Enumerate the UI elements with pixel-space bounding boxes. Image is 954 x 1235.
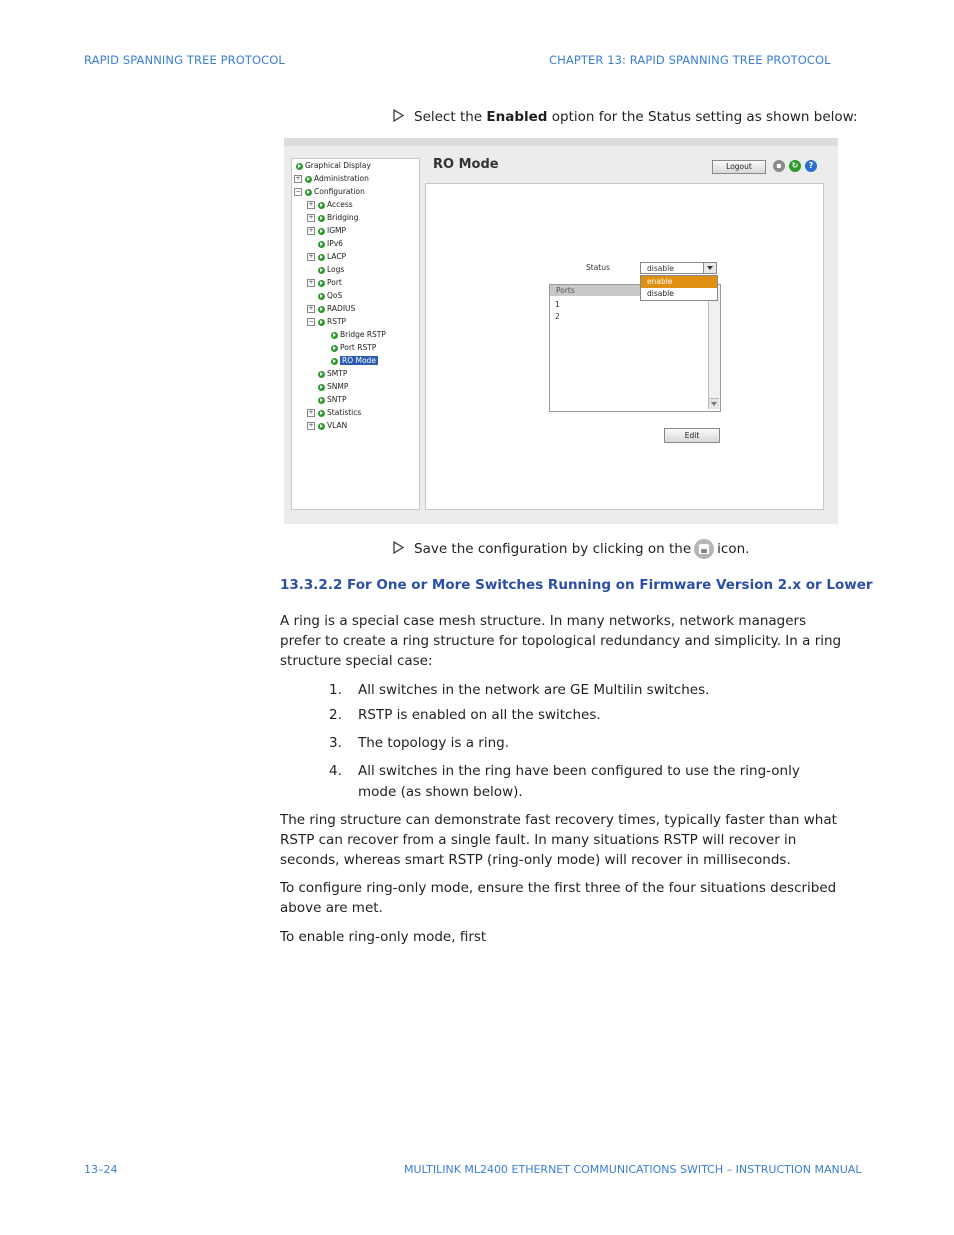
tree-item[interactable]: + Bridging — [308, 213, 359, 222]
list-text: RSTP is enabled on all the switches. — [358, 707, 601, 723]
tree-item[interactable]: SMTP — [318, 368, 347, 379]
tree-bullet-icon — [318, 215, 325, 222]
tree-bullet-icon — [318, 228, 325, 235]
tree-item[interactable]: Bridge RSTP — [331, 329, 386, 340]
expand-icon[interactable]: + — [308, 253, 314, 260]
tree-bullet-icon — [318, 254, 325, 261]
step-save-configuration — [393, 539, 749, 559]
triangle-bullet-icon — [393, 541, 404, 554]
tree-bullet-icon — [318, 410, 325, 417]
expand-icon[interactable]: + — [308, 227, 314, 234]
intro-paragraph: A ring is a special case mesh structure. In many networks, network managers prefer to create a ring structure for topological redundancy and simplicity. In a ring structure special case: — [280, 613, 842, 669]
status-select[interactable] — [640, 262, 717, 274]
tree-item[interactable]: − Configuration — [295, 187, 365, 196]
list-text: The topology is a ring. — [358, 735, 509, 751]
tree-bullet-icon — [318, 423, 325, 430]
section-heading: 13.3.2.2 For One or More Switches Running on Firmware Version 2.x or Lower — [280, 577, 873, 593]
expand-icon[interactable]: + — [308, 279, 314, 286]
list-number: 2. — [329, 707, 342, 723]
tree-item[interactable]: Logs — [318, 264, 344, 275]
step-select-enabled — [393, 109, 858, 125]
running-header-left: RAPID SPANNING TREE PROTOCOL — [84, 53, 285, 67]
page-number: 13–24 — [84, 1163, 118, 1176]
ports-scrollbar[interactable] — [708, 285, 720, 409]
tree-item[interactable]: + Administration — [295, 174, 369, 183]
step1-bold: Enabled — [486, 109, 548, 125]
ro-mode-screenshot — [284, 138, 838, 524]
expand-icon[interactable]: + — [308, 305, 314, 312]
list-number: 3. — [329, 735, 342, 751]
ro-mode-title: RO Mode — [433, 157, 499, 172]
collapse-icon[interactable]: − — [295, 188, 301, 195]
tree-bullet-icon — [305, 189, 312, 196]
tree-item[interactable]: + Access — [308, 200, 353, 209]
tree-bullet-icon — [305, 176, 312, 183]
list-number: 4. — [329, 763, 342, 779]
tree-bullet-icon — [318, 319, 325, 326]
tree-bullet-icon — [318, 306, 325, 313]
expand-icon[interactable]: + — [308, 201, 314, 208]
tree-item[interactable]: + Statistics — [308, 408, 362, 417]
tree-item-selected[interactable]: RO Mode — [331, 355, 378, 366]
manual-title-footer: MULTILINK ML2400 ETHERNET COMMUNICATIONS SWITCH – INSTRUCTION MANUAL — [404, 1163, 862, 1176]
tree-item[interactable]: Graphical Display — [296, 160, 371, 171]
collapse-icon[interactable]: − — [308, 318, 314, 325]
tree-item[interactable]: SNTP — [318, 394, 346, 405]
tree-bullet-icon — [296, 163, 303, 170]
refresh-icon[interactable]: ↻ — [789, 160, 801, 172]
tree-bullet-icon — [331, 345, 338, 352]
expand-icon[interactable]: + — [308, 422, 314, 429]
edit-button[interactable]: Edit — [664, 428, 720, 443]
step1-text-before: Select the — [414, 109, 487, 125]
tree-item[interactable]: − RSTP — [308, 317, 347, 326]
status-select-value: disable — [647, 264, 674, 273]
running-header-right: CHAPTER 13: RAPID SPANNING TREE PROTOCOL — [549, 53, 831, 67]
expand-icon[interactable]: + — [308, 409, 314, 416]
save-icon[interactable]: ▪ — [773, 160, 785, 172]
tree-item[interactable]: QoS — [318, 290, 342, 301]
status-dropdown-list — [640, 275, 718, 301]
scroll-down-icon[interactable] — [709, 398, 719, 409]
list-number: 1. — [329, 682, 342, 698]
configure-paragraph: To configure ring-only mode, ensure the first three of the four situations described above are met. — [280, 880, 837, 916]
tree-item[interactable]: Port RSTP — [331, 342, 376, 353]
tree-bullet-icon — [318, 384, 325, 391]
port-row[interactable]: 1 — [555, 300, 560, 309]
step1-text-after: option for the Status setting as shown below: — [547, 109, 858, 125]
logout-button[interactable]: Logout — [712, 160, 766, 174]
status-option-disable[interactable]: disable — [647, 289, 674, 298]
tree-bullet-icon — [318, 202, 325, 209]
tree-item[interactable]: + LACP — [308, 252, 347, 261]
screenshot-top-bar — [284, 138, 838, 146]
tree-bullet-icon — [318, 397, 325, 404]
tree-item[interactable]: + RADIUS — [308, 304, 356, 313]
tree-item[interactable]: + IGMP — [308, 226, 347, 235]
recovery-paragraph: The ring structure can demonstrate fast recovery times, typically faster than what RSTP can recover from a single fault. In many situations RSTP will recover in seconds, whereas smart RSTP (ring-only mode) will recover in milliseconds. — [280, 812, 837, 868]
tree-bullet-icon — [318, 267, 325, 274]
tree-bullet-icon — [318, 371, 325, 378]
tree-bullet-icon — [318, 241, 325, 248]
help-icon[interactable]: ? — [805, 160, 817, 172]
tree-item[interactable]: SNMP — [318, 381, 348, 392]
port-row[interactable]: 2 — [555, 312, 560, 321]
ports-header: Ports — [550, 285, 708, 296]
dropdown-arrow-icon[interactable] — [703, 263, 716, 273]
list-text: All switches in the network are GE Multilin switches. — [358, 682, 710, 698]
status-label: Status — [586, 263, 610, 272]
enable-paragraph: To enable ring-only mode, first — [280, 929, 487, 945]
tree-bullet-icon — [331, 358, 338, 365]
tree-item[interactable]: + VLAN — [308, 421, 348, 430]
tree-item[interactable]: + Port — [308, 278, 342, 287]
list-text: All switches in the ring have been configured to use the ring-only mode (as shown below). — [358, 763, 800, 800]
tree-bullet-icon — [318, 293, 325, 300]
expand-icon[interactable]: + — [308, 214, 314, 221]
tree-bullet-icon — [318, 280, 325, 287]
navigation-tree — [291, 158, 420, 510]
tree-item[interactable]: IPv6 — [318, 238, 343, 249]
save-icon — [694, 539, 714, 559]
triangle-bullet-icon — [393, 109, 404, 122]
status-option-enable[interactable]: enable — [641, 276, 717, 288]
tree-bullet-icon — [331, 332, 338, 339]
ports-list — [549, 284, 721, 412]
step2-text-after: icon. — [717, 541, 750, 557]
step2-text-before: Save the configuration by clicking on the — [414, 541, 692, 557]
expand-icon[interactable]: + — [295, 175, 301, 182]
